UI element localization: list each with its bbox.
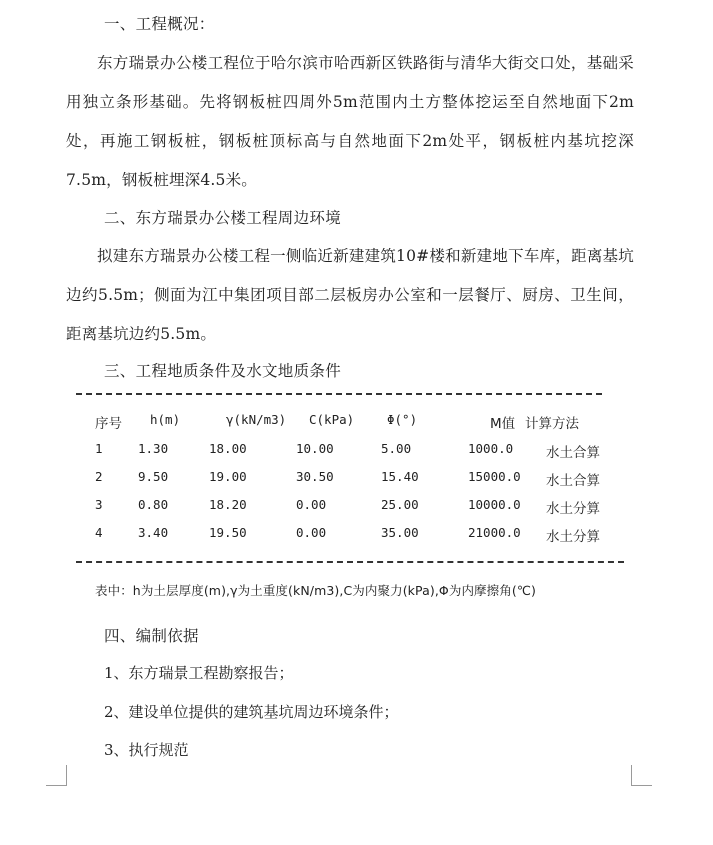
table-bottom-rule bbox=[76, 561, 624, 565]
cell-c: 0.00 bbox=[296, 497, 327, 512]
section-2-heading: 二、东方瑞景办公楼工程周边环境 bbox=[104, 209, 342, 227]
cell-gamma: 19.00 bbox=[209, 469, 247, 484]
cell-phi: 5.00 bbox=[381, 441, 412, 456]
cell-c: 10.00 bbox=[296, 441, 334, 456]
cell-m: 1000.0 bbox=[468, 441, 514, 456]
list-item: 1、东方瑞景工程勘察报告； bbox=[104, 664, 294, 682]
header-phi: Φ(°) bbox=[387, 412, 418, 427]
cell-gamma: 18.20 bbox=[209, 497, 247, 512]
cell-index: 4 bbox=[95, 525, 103, 540]
section-1-paragraph: 东方瑞景办公楼工程位于哈尔滨市哈西新区铁路街与清华大街交口处，基础采用独立条形基础。先将钢板桩四周外5m范围内土方整体挖运至自然地面下2m处，再施工钢板桩，钢板桩顶标高与自然地面下2m处平，钢板桩内基坑挖深7.5m，钢板桩埋深4.5米。 bbox=[66, 54, 634, 189]
cell-h: 9.50 bbox=[138, 469, 169, 484]
section-1-heading: 一、工程概况： bbox=[104, 15, 215, 33]
cell-index: 1 bbox=[95, 441, 103, 456]
cell-m: 15000.0 bbox=[468, 469, 521, 484]
cell-m: 21000.0 bbox=[468, 525, 521, 540]
header-index: 序号 bbox=[95, 416, 122, 432]
cell-method: 水土合算 bbox=[546, 473, 600, 489]
header-m: M值 bbox=[490, 416, 516, 432]
cell-index: 3 bbox=[95, 497, 103, 512]
page-margin-corner-right bbox=[631, 765, 652, 786]
cell-method: 水土合算 bbox=[546, 445, 600, 461]
header-c: C(kPa) bbox=[309, 412, 355, 427]
header-gamma: γ(kN/m3) bbox=[226, 412, 287, 427]
header-method: 计算方法 bbox=[525, 416, 579, 432]
cell-c: 0.00 bbox=[296, 525, 327, 540]
cell-method: 水土分算 bbox=[546, 501, 600, 517]
cell-phi: 15.40 bbox=[381, 469, 419, 484]
cell-method: 水土分算 bbox=[546, 529, 600, 545]
cell-gamma: 19.50 bbox=[209, 525, 247, 540]
list-item: 2、建设单位提供的建筑基坑周边环境条件； bbox=[104, 703, 399, 721]
header-h: h(m) bbox=[150, 412, 181, 427]
cell-phi: 35.00 bbox=[381, 525, 419, 540]
section-4-heading: 四、编制依据 bbox=[104, 627, 199, 645]
list-item: 3、执行规范 bbox=[104, 741, 189, 759]
section-3-heading: 三、工程地质条件及水文地质条件 bbox=[104, 362, 342, 380]
table-top-rule bbox=[76, 393, 602, 397]
cell-index: 2 bbox=[95, 469, 103, 484]
cell-gamma: 18.00 bbox=[209, 441, 247, 456]
table-note: 表中：h为土层厚度(m),γ为土重度(kN/m3),C为内聚力(kPa),Φ为内摩擦角(℃) bbox=[95, 583, 536, 598]
cell-phi: 25.00 bbox=[381, 497, 419, 512]
cell-h: 1.30 bbox=[138, 441, 169, 456]
cell-m: 10000.0 bbox=[468, 497, 521, 512]
section-2-paragraph: 拟建东方瑞景办公楼工程一侧临近新建建筑10#楼和新建地下车库，距离基坑边约5.5m；侧面为江中集团项目部二层板房办公室和一层餐厅、厨房、卫生间，距离基坑边约5.5m。 bbox=[66, 247, 634, 343]
cell-h: 0.80 bbox=[138, 497, 169, 512]
page-margin-corner-left bbox=[46, 765, 67, 786]
cell-c: 30.50 bbox=[296, 469, 334, 484]
cell-h: 3.40 bbox=[138, 525, 169, 540]
